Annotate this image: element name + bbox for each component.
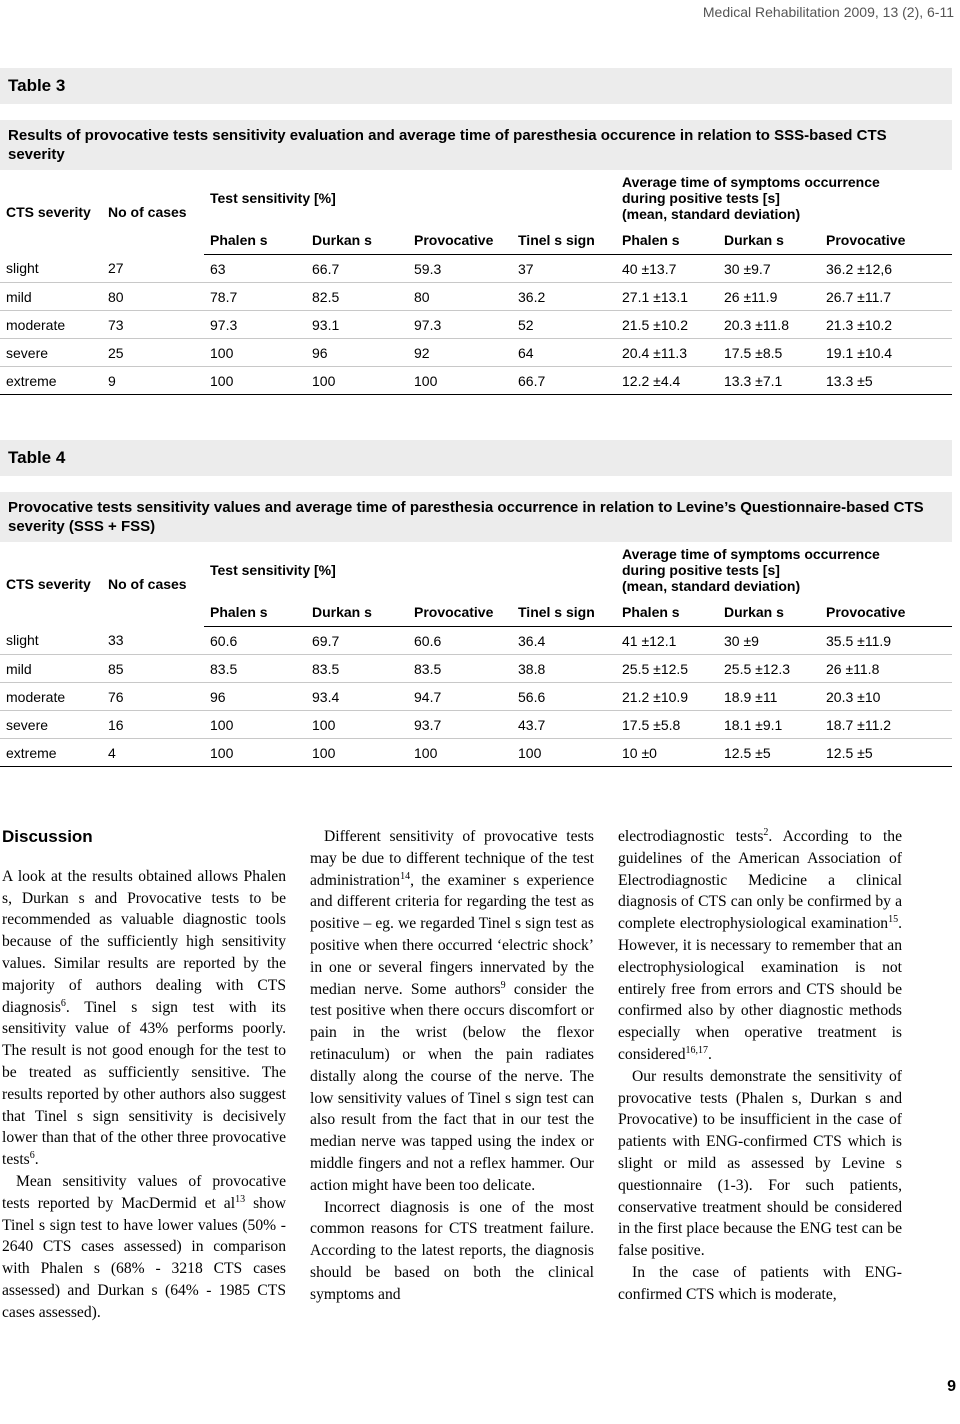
table-cell: 19.1 ±10.4	[820, 339, 952, 367]
sub-header: Tinel s sign	[512, 226, 616, 255]
table-cell: 21.5 ±10.2	[616, 311, 718, 339]
table-cell: 41 ±12.1	[616, 627, 718, 655]
col-header-severity: CTS severity	[6, 204, 91, 221]
table-cell: 36.4	[512, 627, 616, 655]
running-header: Medical Rehabilitation 2009, 13 (2), 6-11	[702, 4, 954, 20]
sub-header: Tinel s sign	[512, 598, 616, 627]
table-cell: 80	[102, 283, 204, 311]
paragraph: Our results demonstrate the sensitivity of provocative tests (Phalen s, Durkan s and Provocative) to be insufficient in the case of patients with ENG-confirmed CTS which is slight or mild as assessed by Levine s questionnaire (1-3). For such patients, conservative treatment should be considered in the first place because the ENG test can be false positive.	[618, 1067, 902, 1260]
table-cell: 63	[204, 255, 306, 283]
col-header-count: No of cases	[108, 576, 187, 593]
col-header-sensitivity: Test sensitivity [%]	[210, 190, 336, 206]
table-cell: 17.5 ±8.5	[718, 339, 820, 367]
table-cell: 12.5 ±5	[718, 739, 820, 767]
table-cell: 93.1	[306, 311, 408, 339]
table-cell: extreme	[0, 739, 102, 767]
table-cell: 20.3 ±10	[820, 683, 952, 711]
table-cell: 38.8	[512, 655, 616, 683]
table-cell: 21.3 ±10.2	[820, 311, 952, 339]
col-header-count: No of cases	[108, 204, 187, 221]
sub-header: Provocative	[408, 226, 512, 255]
sub-header: Provocative	[820, 226, 952, 255]
table-cell: 80	[408, 283, 512, 311]
table-caption: Results of provocative tests sensitivity evaluation and average time of paresthesia occurence in relation to SSS-based CTS severity	[0, 120, 952, 170]
table-cell: 97.3	[408, 311, 512, 339]
table-cell: 37	[512, 255, 616, 283]
sub-header: Durkan s	[306, 226, 408, 255]
text-column-2	[310, 826, 594, 1306]
table-cell: 25.5 ±12.3	[718, 655, 820, 683]
table-cell: 100	[306, 367, 408, 395]
table-cell: 78.7	[204, 283, 306, 311]
table-cell: 60.6	[204, 627, 306, 655]
table-cell: moderate	[0, 683, 102, 711]
table-caption: Provocative tests sensitivity values and average time of paresthesia occurrence in relation to Levine’s Questionnaire-based CTS severity (SSS + FSS)	[0, 492, 952, 542]
table-cell: 69.7	[306, 627, 408, 655]
table-cell: 83.5	[204, 655, 306, 683]
table-cell: 100	[306, 739, 408, 767]
table-cell: 94.7	[408, 683, 512, 711]
table-cell: 83.5	[408, 655, 512, 683]
table-cell: 100	[306, 711, 408, 739]
table-cell: 100	[408, 739, 512, 767]
table-cell: severe	[0, 339, 102, 367]
text-column-1	[2, 820, 286, 1324]
table-cell: 18.7 ±11.2	[820, 711, 952, 739]
table-row	[0, 683, 952, 711]
table-cell: 25.5 ±12.5	[616, 655, 718, 683]
table-cell: 26.7 ±11.7	[820, 283, 952, 311]
table-cell: 30 ±9.7	[718, 255, 820, 283]
table-cell: 93.7	[408, 711, 512, 739]
paragraph: Incorrect diagnosis is one of the most common reasons for CTS treatment failure. According to the latest reports, the diagnosis should be based on both the clinical symptoms and	[310, 1198, 594, 1303]
table-cell: 66.7	[512, 367, 616, 395]
table-cell: 10 ±0	[616, 739, 718, 767]
table-cell: 100	[408, 367, 512, 395]
table-cell: 73	[102, 311, 204, 339]
table-row	[0, 255, 952, 283]
table-cell: 40 ±13.7	[616, 255, 718, 283]
table-label: Table 3	[0, 68, 952, 104]
table-cell: severe	[0, 711, 102, 739]
data-table	[0, 170, 952, 395]
paragraph: Mean sensitivity values of provocative tests reported by MacDermid et $al^{13}$ show Tinel s sign test to have lower values (50% - 2640 CTS cases assessed) in comparison with Phalen s (68% - 3218 CTS cases assessed) and Durkan s (64% - 1985 CTS cases assessed).	[2, 1172, 286, 1321]
page-number: 9	[947, 1378, 956, 1395]
table-cell: 59.3	[408, 255, 512, 283]
table-cell: 25	[102, 339, 204, 367]
table-cell: 20.3 ±11.8	[718, 311, 820, 339]
table-row	[0, 283, 952, 311]
table-cell: 27.1 ±13.1	[616, 283, 718, 311]
sub-header: Provocative	[820, 598, 952, 627]
table-cell: 64	[512, 339, 616, 367]
table-cell: slight	[0, 627, 102, 655]
table-cell: 33	[102, 627, 204, 655]
table-row	[0, 711, 952, 739]
table-cell: 18.1 ±9.1	[718, 711, 820, 739]
table-cell: 100	[204, 339, 306, 367]
table-4	[0, 440, 952, 767]
sub-header: Phalen s	[204, 226, 306, 255]
table-row	[0, 627, 952, 655]
table-row	[0, 339, 952, 367]
table-label: Table 4	[0, 440, 952, 476]
table-cell: 100	[204, 739, 306, 767]
table-cell: 76	[102, 683, 204, 711]
table-cell: 66.7	[306, 255, 408, 283]
table-cell: mild	[0, 283, 102, 311]
table-cell: 36.2 ±12,6	[820, 255, 952, 283]
sub-header: Durkan s	[718, 598, 820, 627]
data-table	[0, 542, 952, 767]
text-column-3	[618, 826, 902, 1306]
table-cell: 16	[102, 711, 204, 739]
table-cell: slight	[0, 255, 102, 283]
table-cell: 27	[102, 255, 204, 283]
sub-header: Phalen s	[616, 226, 718, 255]
table-cell: 20.4 ±11.3	[616, 339, 718, 367]
table-cell: 13.3 ±5	[820, 367, 952, 395]
table-cell: 100	[204, 711, 306, 739]
col-header-average-time: Average time of symptoms occurrence during positive tests [s] (mean, standard deviation)	[622, 174, 880, 222]
table-row	[0, 655, 952, 683]
table-cell: 83.5	[306, 655, 408, 683]
table-cell: 36.2	[512, 283, 616, 311]
table-cell: 13.3 ±7.1	[718, 367, 820, 395]
paragraph: Different sensitivity of provocative tests may be due to different technique of the test administration$^{14}$, the examiner s experience and different criteria for regarding the test as positive – eg. we regarded Tinel s sign test as positive when there occurred ‘electric shock’ in one or several fingers innervated by the median nerve. Some authors$^9$ consider the test positive when there occurs discomfort or pain in the wrist (below the flexor retinaculum) or when the pain radiates distally along the course of the nerve. The low sensitivity values of Tinel s sign test can also result from the fact that in our test the median nerve was tapped using the index or middle fingers and not a reflex hammer. Our action might have been too delicate.	[310, 828, 594, 1194]
table-3	[0, 68, 952, 395]
table-cell: 52	[512, 311, 616, 339]
discussion-section	[0, 820, 904, 1380]
table-cell: 85	[102, 655, 204, 683]
sub-header: Durkan s	[306, 598, 408, 627]
table-cell: moderate	[0, 311, 102, 339]
table-cell: mild	[0, 655, 102, 683]
sub-header: Phalen s	[616, 598, 718, 627]
table-cell: 93.4	[306, 683, 408, 711]
table-cell: 26 ±11.8	[820, 655, 952, 683]
table-cell: 4	[102, 739, 204, 767]
col-header-sensitivity: Test sensitivity [%]	[210, 562, 336, 578]
sub-header: Phalen s	[204, 598, 306, 627]
table-cell: 100	[204, 367, 306, 395]
table-cell: 18.9 ±11	[718, 683, 820, 711]
table-cell: 96	[306, 339, 408, 367]
table-row	[0, 311, 952, 339]
table-cell: 12.2 ±4.4	[616, 367, 718, 395]
table-cell: 100	[512, 739, 616, 767]
table-cell: 30 ±9	[718, 627, 820, 655]
table-cell: 17.5 ±5.8	[616, 711, 718, 739]
table-cell: 82.5	[306, 283, 408, 311]
table-row	[0, 367, 952, 395]
table-cell: 56.6	[512, 683, 616, 711]
paragraph: A look at the results obtained allows Phalen s, Durkan s and Provocative tests to be recommended as valuable diagnostic tools because of the sufficiently high sensitivity values. Similar results are reported by the majority of authors dealing with CTS diagnosis$^6$. Tinel s sign test with its sensitivity value of 43% performs poorly. The result is not good enough for the test to be treated as sufficiently sensitive. The results reported by other authors also suggest that Tinel s sign sensitivity is decisively lower than that of the other three provocative tests$^6$.	[2, 867, 286, 1169]
table-cell: extreme	[0, 367, 102, 395]
sub-header: Provocative	[408, 598, 512, 627]
paragraph: In the case of patients with ENG-confirmed CTS which is moderate,	[618, 1263, 902, 1303]
table-row	[0, 739, 952, 767]
table-cell: 9	[102, 367, 204, 395]
table-cell: 60.6	[408, 627, 512, 655]
table-cell: 26 ±11.9	[718, 283, 820, 311]
table-cell: 35.5 ±11.9	[820, 627, 952, 655]
table-cell: 21.2 ±10.9	[616, 683, 718, 711]
table-cell: 96	[204, 683, 306, 711]
paragraph: electrodiagnostic tests$^2$. According to the guidelines of the American Association of Electrodiagnostic Medicine a clinical diagnosis of CTS can only be confirmed by a complete electrophysiological examination$^{15}$. However, it is necessary to remember that an electrophysiological examination is not entirely free from errors and CTS should be confirmed also by other diagnostic methods especially when operative treatment is considered$^{16,17}$.	[618, 826, 902, 1063]
col-header-severity: CTS severity	[6, 576, 91, 593]
table-cell: 43.7	[512, 711, 616, 739]
section-heading: Discussion	[2, 827, 93, 846]
table-cell: 92	[408, 339, 512, 367]
table-cell: 12.5 ±5	[820, 739, 952, 767]
table-cell: 97.3	[204, 311, 306, 339]
sub-header: Durkan s	[718, 226, 820, 255]
col-header-average-time: Average time of symptoms occurrence during positive tests [s] (mean, standard deviation)	[622, 546, 880, 594]
